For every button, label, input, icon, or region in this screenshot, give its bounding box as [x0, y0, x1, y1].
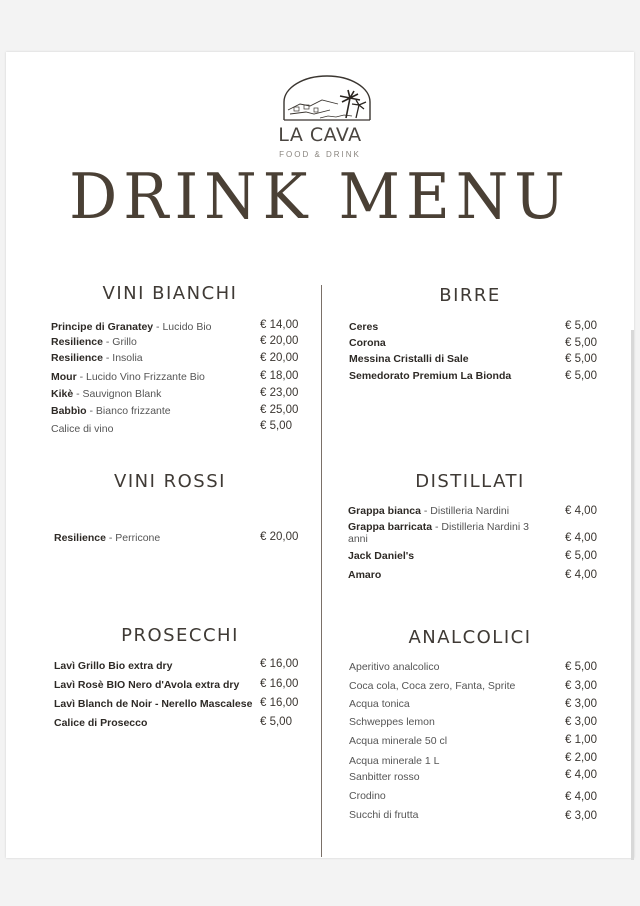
- list-item: Sanbitter rosso: [349, 771, 420, 783]
- list-item: Schweppes lemon: [349, 716, 435, 728]
- item-price: € 23,00: [260, 387, 299, 399]
- section-title-prosecchi: PROSECCHI: [121, 625, 239, 646]
- list-item: Babbìo - Bianco frizzante: [51, 405, 171, 417]
- list-item: Resilience - Perricone: [54, 532, 161, 544]
- list-item: Lavì Rosè BIO Nero d'Avola extra dry: [54, 679, 240, 691]
- list-item: Acqua minerale 50 cl: [349, 735, 448, 747]
- list-item: Resilience - Grillo: [51, 336, 137, 348]
- logo-icon: [280, 74, 374, 122]
- page-title: DRINK MENU: [69, 160, 571, 234]
- section-title-birre: BIRRE: [439, 285, 501, 306]
- item-price: € 14,00: [260, 319, 299, 331]
- list-item: Lavì Grillo Bio extra dry: [54, 660, 173, 672]
- item-price: € 20,00: [260, 335, 299, 347]
- item-price: € 5,00: [565, 661, 597, 673]
- list-item: Grappa bianca - Distilleria Nardini: [348, 505, 510, 517]
- item-price: € 16,00: [260, 678, 299, 690]
- list-item: Semedorato Premium La Bionda: [349, 370, 512, 382]
- item-price: € 16,00: [260, 658, 299, 670]
- section-title-analcolici: ANALCOLICI: [408, 627, 532, 648]
- section-title-distillati: DISTILLATI: [415, 471, 525, 492]
- item-price: € 3,00: [565, 680, 597, 692]
- section-title-vini-rossi: VINI ROSSI: [114, 471, 226, 492]
- list-item: Messina Cristalli di Sale: [349, 353, 469, 365]
- item-price: € 5,00: [565, 320, 597, 332]
- scrollbar[interactable]: [631, 330, 634, 860]
- list-item: Calice di Prosecco: [54, 717, 148, 729]
- item-price: € 5,00: [565, 550, 597, 562]
- item-price: € 1,00: [565, 734, 597, 746]
- item-price: € 25,00: [260, 404, 299, 416]
- list-item: Mour - Lucido Vino Frizzante Bio: [51, 371, 205, 383]
- item-price: € 5,00: [565, 337, 597, 349]
- item-price: € 4,00: [565, 505, 597, 517]
- section-title-vini-bianchi: VINI BIANCHI: [102, 283, 238, 304]
- item-price: € 20,00: [260, 352, 299, 364]
- item-price: € 18,00: [260, 370, 299, 382]
- item-price: € 4,00: [565, 569, 597, 581]
- item-price: € 16,00: [260, 697, 299, 709]
- column-divider: [321, 285, 322, 857]
- list-item: Resilience - Insolia: [51, 352, 143, 364]
- list-item: Ceres: [349, 321, 379, 333]
- list-item: Kikè - Sauvignon Blank: [51, 388, 162, 400]
- item-price: € 4,00: [565, 532, 597, 544]
- list-item: Lavì Blanch de Noir - Nerello Mascalese: [54, 698, 253, 710]
- item-price: € 4,00: [565, 769, 597, 781]
- list-item: Grappa barricata - Distilleria Nardini 3 anni: [348, 521, 529, 545]
- list-item: Corona: [349, 337, 386, 349]
- item-price: € 5,00: [260, 420, 292, 432]
- item-price: € 3,00: [565, 716, 597, 728]
- item-price: € 5,00: [565, 353, 597, 365]
- list-item: Coca cola, Coca zero, Fanta, Sprite: [349, 680, 516, 692]
- item-price: € 5,00: [565, 370, 597, 382]
- list-item: Succhi di frutta: [349, 809, 419, 821]
- list-item: Acqua minerale 1 L: [349, 755, 440, 767]
- brand-name: LA CAVA: [278, 124, 362, 146]
- item-price: € 3,00: [565, 810, 597, 822]
- item-price: € 20,00: [260, 531, 299, 543]
- item-price: € 5,00: [260, 716, 292, 728]
- list-item: Jack Daniel's: [348, 550, 415, 562]
- list-item: Aperitivo analcolico: [349, 661, 440, 673]
- item-price: € 3,00: [565, 698, 597, 710]
- list-item: Principe di Granatey - Lucido Bio: [51, 321, 212, 333]
- list-item: Acqua tonica: [349, 698, 410, 710]
- brand-subtitle: FOOD & DRINK: [279, 150, 361, 159]
- list-item: Calice di vino: [51, 423, 114, 435]
- list-item: Crodino: [349, 790, 386, 802]
- item-price: € 4,00: [565, 791, 597, 803]
- item-price: € 2,00: [565, 752, 597, 764]
- list-item: Amaro: [348, 569, 382, 581]
